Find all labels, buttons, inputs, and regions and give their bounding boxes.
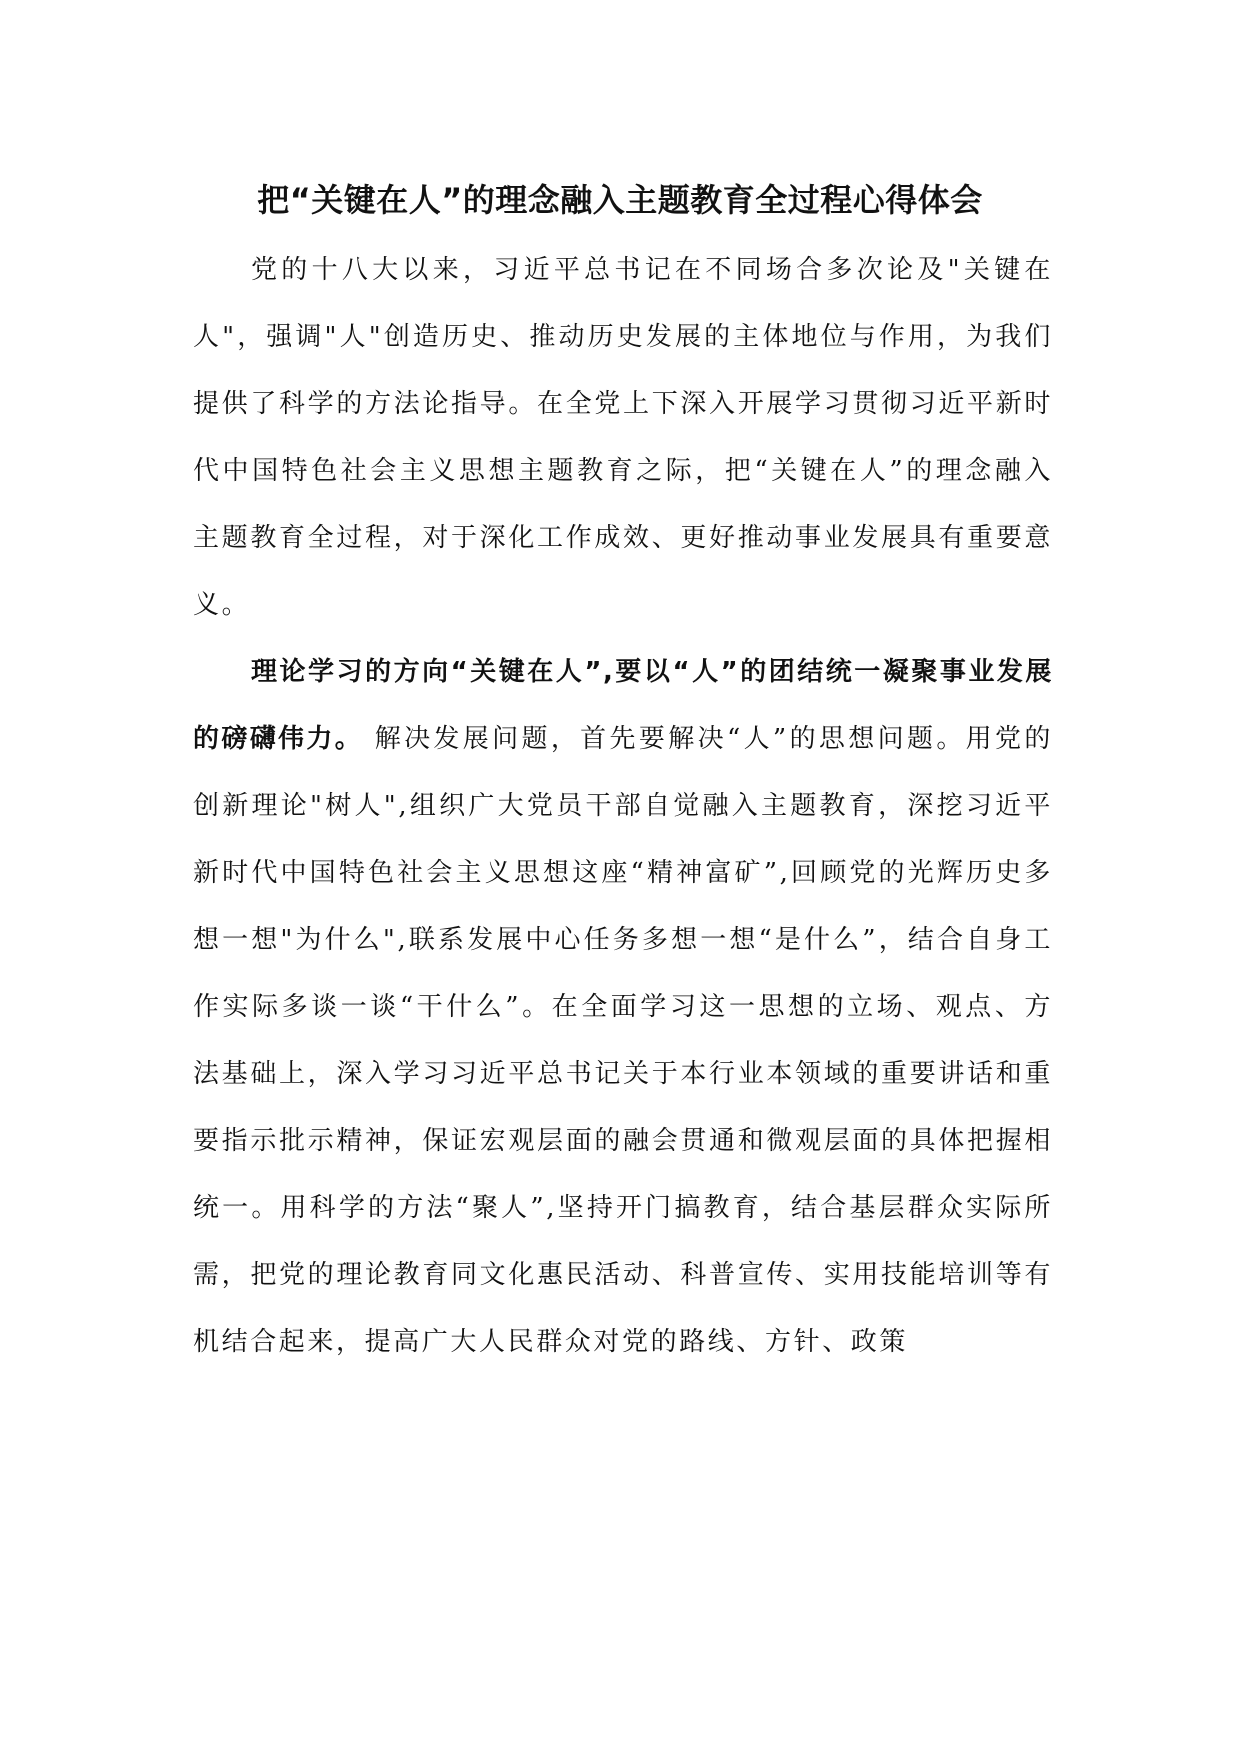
paragraph-lead-sentence: 理论学习的方向“关键在人”,要以“人”的团结统一凝聚事业发展的磅礴伟力。	[193, 657, 1053, 754]
document-title: 把“关键在人”的理念融入主题教育全过程心得体会	[257, 181, 983, 219]
paragraph-intro	[193, 237, 1053, 639]
document-body	[193, 237, 1053, 1376]
paragraph-theory-study	[193, 639, 1053, 1376]
paragraph-theory-study-text: 解决发展问题，首先要解决“人”的思想问题。用党的创新理论"树人",组织广大党员干部自觉融入主题教育，深挖习近平新时代中国特色社会主义思想这座“精神富矿”,回顾党的光辉历史多想一想"为什么",联系发展中心任务多想一想“是什么”，结合自身工作实际多谈一谈“干什么”。在全面学习这一思想的立场、观点、方法基础上，深入学习习近平总书记关于本行业本领域的重要讲话和重要指示批示精神，保证宏观层面的融会贯通和微观层面的具体把握相统一。用科学的方法“聚人”,坚持开门搞教育，结合基层群众实际所需，把党的理论教育同文化惠民活动、科普宣传、实用技能培训等有机结合起来，提高广大人民群众对党的路线、方针、政策	[193, 724, 1053, 1357]
paragraph-intro-text: 党的十八大以来，习近平总书记在不同场合多次论及"关键在人"，强调"人"创造历史、推动历史发展的主体地位与作用，为我们提供了科学的方法论指导。在全党上下深入开展学习贯彻习近平新时代中国特色社会主义思想主题教育之际，把“关键在人”的理念融入主题教育全过程，对于深化工作成效、更好推动事业发展具有重要意义。	[193, 255, 1053, 620]
